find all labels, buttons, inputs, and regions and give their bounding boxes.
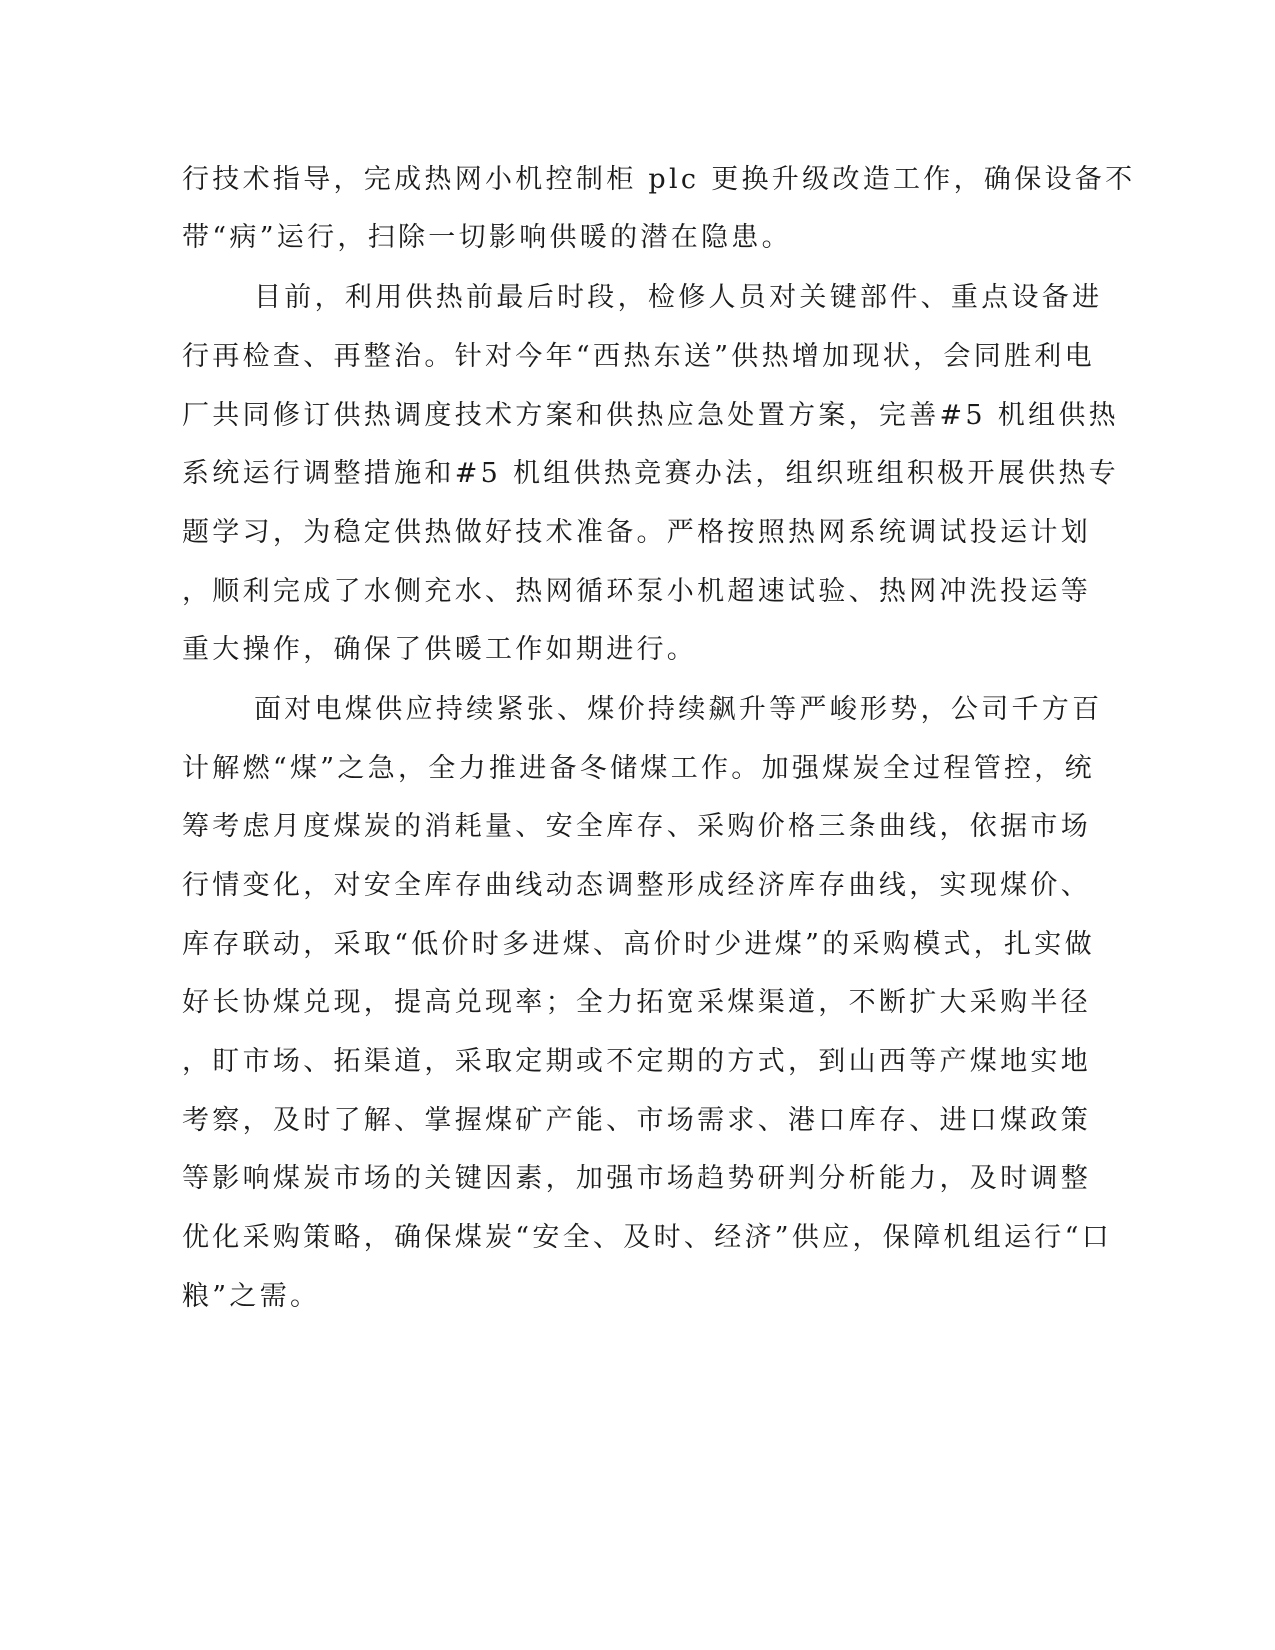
paragraph-2-line-6: ，顺利完成了水侧充水、热网循环泵小机超速试验、热网冲洗投运等 xyxy=(182,576,1091,607)
paragraph-1-line-2: 带“病”运行，扫除一切影响供暖的潜在隐患。 xyxy=(182,222,792,253)
paragraph-3-line-6: 好长协煤兑现，提高兑现率；全力拓宽采煤渠道，不断扩大采购半径 xyxy=(182,987,1091,1018)
paragraph-2-line-1: 目前，利用供热前最后时段，检修人员对关键部件、重点设备进 xyxy=(254,282,1103,313)
paragraph-2-line-7: 重大操作，确保了供暖工作如期进行。 xyxy=(182,634,698,665)
paragraph-2-line-5: 题学习，为稳定供热做好技术准备。严格按照热网系统调试投运计划 xyxy=(182,517,1091,548)
paragraph-3-line-7: ，盯市场、拓渠道，采取定期或不定期的方式，到山西等产煤地实地 xyxy=(182,1046,1091,1077)
paragraph-3-line-3: 筹考虑月度煤炭的消耗量、安全库存、采购价格三条曲线，依据市场 xyxy=(182,811,1091,842)
paragraph-3-line-5: 库存联动，采取“低价时多进煤、高价时少进煤”的采购模式，扎实做 xyxy=(182,929,1095,960)
paragraph-3-line-4: 行情变化，对安全库存曲线动态调整形成经济库存曲线，实现煤价、 xyxy=(182,870,1091,901)
paragraph-3-line-2: 计解燃“煤”之急，全力推进备冬储煤工作。加强煤炭全过程管控，统 xyxy=(182,753,1095,784)
paragraph-3-line-1: 面对电煤供应持续紧张、煤价持续飙升等严峻形势，公司千方百 xyxy=(254,694,1103,725)
paragraph-1-line-1: 行技术指导，完成热网小机控制柜 plc 更换升级改造工作，确保设备不 xyxy=(182,164,1136,195)
paragraph-2-line-4: 系统运行调整措施和#5 机组供热竞赛办法，组织班组积极开展供热专 xyxy=(182,458,1119,489)
paragraph-2-line-3: 厂共同修订供热调度技术方案和供热应急处置方案，完善#5 机组供热 xyxy=(182,400,1119,431)
paragraph-2-line-2: 行再检查、再整治。针对今年“西热东送”供热增加现状，会同胜利电 xyxy=(182,341,1095,372)
paragraph-3-line-10: 优化采购策略，确保煤炭“安全、及时、经济”供应，保障机组运行“口 xyxy=(182,1222,1113,1253)
paragraph-3-line-8: 考察，及时了解、掌握煤矿产能、市场需求、港口库存、进口煤政策 xyxy=(182,1105,1091,1136)
paragraph-3-line-9: 等影响煤炭市场的关键因素，加强市场趋势研判分析能力，及时调整 xyxy=(182,1163,1091,1194)
paragraph-3-line-11: 粮”之需。 xyxy=(182,1281,321,1312)
